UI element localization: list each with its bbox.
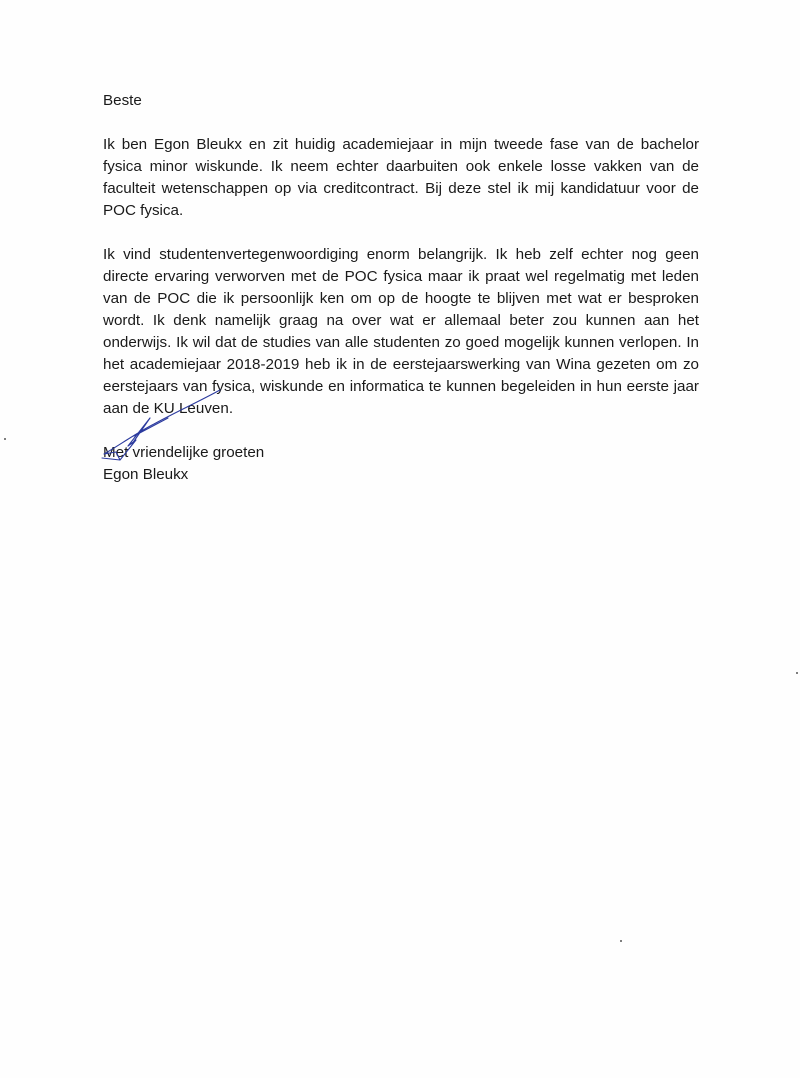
scan-speck xyxy=(620,940,622,942)
greeting: Beste xyxy=(103,92,142,109)
paragraph-introduction: Ik ben Egon Bleukx en zit huidig academiejaar in mijn tweede fase van de bachelor fysica minor wiskunde. Ik neem echter daarbuiten ook enkele losse vakken van de faculteit wetenschappen op via creditcontract. Bij deze stel ik mij kandidatuur voor de POC fysica. xyxy=(103,136,699,219)
signer-name: Egon Bleukx xyxy=(103,466,189,483)
closing: Met vriendelijke groeten xyxy=(103,444,265,461)
scan-speck xyxy=(796,672,798,674)
scan-speck xyxy=(4,438,6,440)
handwritten-signature xyxy=(98,388,228,478)
paragraph-motivation: Ik vind studentenvertegenwoordiging enorm belangrijk. Ik heb zelf echter nog geen directe ervaring verworven met de POC fysica maar ik praat wel regelmatig met leden van de POC die ik persoonlijk ken om op de hoogte te blijven met wat er besproken wordt. Ik denk namelijk graag na over wat er allemaal beter zou kunnen aan het onderwijs. Ik wil dat de studies van alle studenten zo goed mogelijk kunnen verlopen. In het academiejaar 2018-2019 heb ik in de eerstejaarswerking van Wina gezeten om zo eerstejaars van fysica, wiskunde en informatica te kunnen begeleiden in hun eerste jaar aan de KU Leuven. xyxy=(103,246,699,417)
